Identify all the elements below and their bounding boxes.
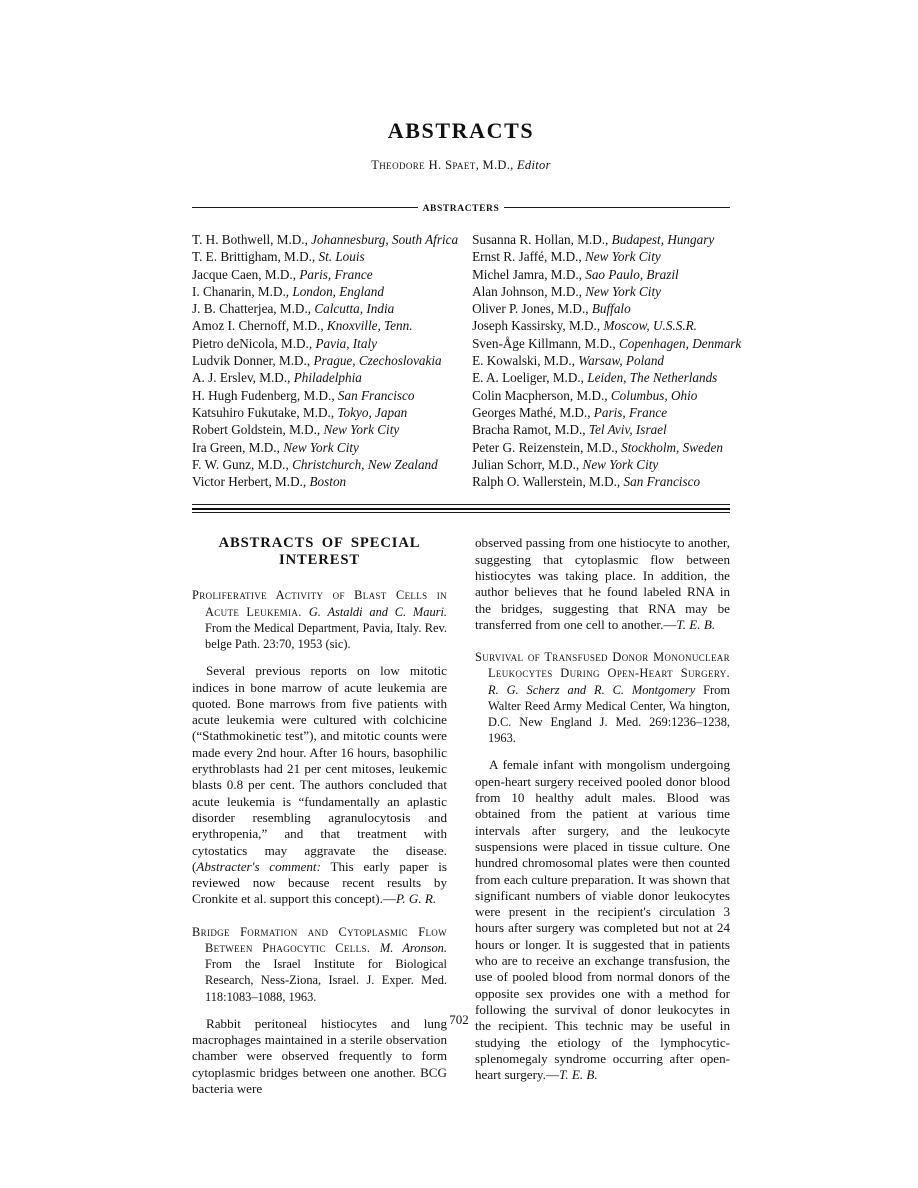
abstracter-entry [472, 266, 741, 283]
abstracter-name: F. W. Gunz, M.D., [192, 456, 293, 472]
abstracter-name: Sven-Åge Killmann, M.D., [472, 335, 619, 351]
abstracter-location: Tokyo, Japan [337, 404, 408, 420]
page-title: ABSTRACTS [387, 118, 535, 143]
abstracter-name: T. H. Bothwell, M.D., [192, 232, 312, 247]
abstracter-entry [192, 231, 458, 248]
abstracter-entry [472, 456, 741, 473]
abstracter-location: Christchurch, New Zealand [292, 456, 438, 472]
abstracter-entry [192, 473, 458, 490]
abstract-1-body-part2: This early paper is reviewed now because recent results by Cronkite et al. support this concept).— [192, 858, 447, 907]
abstracter-name: Bracha Ramot, M.D., [472, 422, 589, 438]
abstract-1-authors: G. Astaldi and C. Mauri. [308, 604, 448, 619]
abstracter-name: Robert Goldstein, M.D., [192, 422, 324, 438]
abstracter-entry [192, 317, 458, 334]
abstract-2-authors: M. Aronson. [379, 940, 447, 955]
divider-rule-top [192, 504, 730, 505]
abstracter-entry [192, 283, 458, 300]
divider-rule-middle [192, 508, 730, 510]
abstract-1-comment-label: Abstracter's comment: [196, 858, 321, 874]
abstracter-entry [192, 300, 458, 317]
abstracter-entry [192, 369, 458, 386]
abstract-3-signature: T. E. B. [559, 1067, 598, 1083]
abstracter-entry [192, 352, 458, 369]
abstracter-location: Johannesburg, South Africa [311, 232, 459, 247]
abstracter-entry [472, 387, 741, 404]
abstracter-entry [192, 266, 458, 283]
abstract-title-1 [192, 587, 447, 652]
abstracters-column-left [192, 231, 458, 490]
abstracter-location: Copenhagen, Denmark [618, 335, 742, 351]
abstracter-location: Tel Aviv, Israel [588, 422, 667, 438]
abstracter-location: Columbus, Ohio [610, 387, 698, 403]
abstracter-location: Paris, France [299, 266, 373, 282]
abstracter-location: Leiden, The Netherlands [587, 370, 718, 386]
abstracter-location: Budapest, Hungary [611, 232, 715, 247]
abstracter-location: St. Louis [318, 249, 365, 265]
abstract-3-title-text: Survival of Transfused Donor Mononuclear Leukocytes During Open-Heart Surgery. [475, 650, 730, 681]
abstracter-location: New York City [283, 439, 359, 455]
editor-line [192, 158, 730, 173]
abstracter-entry [192, 421, 458, 438]
abstract-spacer [475, 633, 730, 649]
abstract-2-source: From the Israel Institute for Biological Research, Ness-Ziona, Israel. J. Exper. Med. 118:1083–1088, 1963. [205, 957, 447, 1004]
abstract-1-body [192, 663, 447, 907]
abstracter-entry [472, 369, 741, 386]
abstracter-location: Paris, France [593, 404, 668, 420]
abstracter-location: Calcutta, India [314, 301, 395, 317]
abstract-3-authors: R. G. Scherz and R. C. Montgomery [488, 682, 704, 697]
abstracter-entry [192, 456, 458, 473]
abstracter-location: Pavia, Italy [315, 335, 377, 351]
abstracter-entry [472, 300, 741, 317]
abstracter-name: Colin Macpherson, M.D., [472, 387, 611, 403]
abstracter-name: T. E. Brittigham, M.D., [192, 249, 319, 265]
page-content [192, 118, 742, 1097]
abstracter-name: J. B. Chatterjea, M.D., [192, 301, 315, 317]
abstracter-location: Moscow, U.S.S.R. [603, 318, 697, 334]
abstract-1-body-part1: Several previous reports on low mitotic indices in bone marrow of acute leukemia are quoted. Bone marrows from five patients with acute leukemia were cultured with colchicine (“Stathmokinetic test”), and mitotic counts were made every 2nd hour. After 16 hours, basophilic erythroblasts had 21 per cent mitoses, leukemic blasts 0.8 per cent. The authors concluded that acute leukemia is “fundamentally an aplastic disorder resembling agranulocytosis and erythropenia,” and that treatment with cytostatics may aggravate the disease. ( [192, 663, 447, 874]
abstracter-location: New York City [323, 422, 400, 438]
abstracter-entry [192, 335, 458, 352]
abstracter-name: E. Kowalski, M.D., [472, 353, 579, 369]
abstracter-entry [472, 335, 741, 352]
abstracters-caption: ABSTRACTERS [418, 204, 505, 214]
abstracter-location: San Francisco [623, 474, 701, 490]
abstracter-name: Katsuhiro Fukutake, M.D., [192, 404, 338, 420]
abstracter-name: Julian Schorr, M.D., [472, 456, 583, 472]
abstracter-name: Joseph Kassirsky, M.D., [472, 318, 604, 334]
abstracter-name: Ludvik Donner, M.D., [192, 353, 314, 369]
abstract-1-title-text: Proliferative Activity of Blast Cells in Acute Leukemia. [192, 588, 447, 619]
abstracter-location: Warsaw, Poland [578, 353, 665, 369]
abstracter-entry [472, 283, 741, 300]
abstracter-location: San Francisco [337, 387, 415, 403]
abstract-2-body-continued [475, 535, 730, 633]
abstracters-column-right [472, 231, 741, 490]
abstract-1-signature: P. G. R. [396, 891, 437, 907]
editor-name: Theodore H. Spaet [371, 158, 476, 172]
abstracter-entry [472, 352, 741, 369]
abstracter-name: Alan Johnson, M.D., [472, 283, 586, 299]
abstracter-entry [472, 473, 741, 490]
divider-rule-bottom [192, 512, 730, 513]
abstract-2-body-part2: observed passing from one histiocyte to another, suggesting that cytoplasmic flow between histiocytes was taking place. In addition, the author believes that he found labeled RNA in the bridges, suggesting that RNA may be transferred from one cell to another.— [475, 535, 730, 632]
editor-credential: , M.D., [475, 158, 517, 172]
section-heading: ABSTRACTS OF SPECIAL INTEREST [218, 535, 421, 569]
abstracter-location: Stockholm, Sweden [621, 439, 723, 455]
abstract-title-2 [192, 924, 447, 1005]
abstracter-entry [192, 404, 458, 421]
abstracter-location: London, England [292, 283, 384, 299]
abstract-3-body-text: A female infant with mongolism undergoing open-heart surgery received pooled donor blood from 10 healthy adult males. Blood was obtained from the patient at various time intervals after surgery, and the leukocyte suspensions were placed in tissue culture. One hundred chromosomal plates were then counted from each culture preparation. It was shown that significant numbers of viable donor leukocytes were present in the recipient's circulation 3 hours after surgery was completed but not at 24 hours or longer. It is suggested that in patients who are to receive an exchange transfusion, the use of pooled blood from normal donors of the opposite sex provides one with a method for following the survival of donor leukocytes in the recipient. This technic may be useful in studying the etiology of the lymphocytic-splenomegaly syndrome occurring after open-heart surgery.— [475, 757, 730, 1083]
abstracter-location: New York City [582, 456, 659, 472]
abstract-1-source: From the Medical Department, Pavia, Italy. Rev. belge Path. 23:70, 1953 (sic). [205, 620, 447, 652]
abstract-2-body-start: Rabbit peritoneal histiocytes and lung macrophages maintained in a sterile observation chamber were observed frequently to form cytoplasmic bridges between one another. BCG bacteria were [192, 1015, 447, 1096]
abstracter-name: Victor Herbert, M.D., [192, 474, 310, 490]
abstracter-name: H. Hugh Fudenberg, M.D., [192, 387, 338, 403]
abstracter-name: A. J. Erslev, M.D., [192, 370, 294, 386]
abstracter-location: New York City [585, 283, 661, 299]
abstracter-location: New York City [585, 249, 661, 265]
abstracter-location: Boston [309, 474, 347, 490]
editor-role: Editor [517, 158, 551, 172]
abstracters-caption-holder [192, 199, 730, 217]
abstracter-entry [472, 421, 741, 438]
abstracter-entry [472, 248, 741, 265]
abstracter-name: Pietro deNicola, M.D., [192, 335, 316, 351]
abstracter-name: Oliver P. Jones, M.D., [472, 301, 592, 317]
abstracter-name: E. A. Loeliger, M.D., [472, 370, 588, 386]
abstracter-name: Michel Jamra, M.D., [472, 266, 586, 282]
abstracter-entry [472, 231, 741, 248]
abstracter-name: Georges Mathé, M.D., [472, 404, 594, 420]
abstracter-location: Knoxville, Tenn. [326, 318, 413, 334]
abstracter-location: Philadelphia [293, 370, 362, 386]
abstracter-name: Susanna R. Hollan, M.D., [472, 232, 612, 247]
abstract-spacer [192, 908, 447, 924]
abstracters-divider [192, 199, 730, 215]
abstract-title-3 [475, 649, 730, 746]
abstract-3-source: From Walter Reed Army Medical Center, Wa hington, D.C. New England J. Med. 269:1236–1238, 1963. [488, 682, 730, 746]
abstracter-name: Jacque Caen, M.D., [192, 266, 300, 282]
abstract-2-signature: T. E. B. [676, 616, 716, 632]
abstracter-entry [472, 317, 741, 334]
abstracter-name: Ralph O. Wallerstein, M.D., [472, 474, 624, 490]
abstracter-entry [472, 404, 741, 421]
abstracter-entry [472, 439, 741, 456]
abstracter-name: Ernst R. Jaffé, M.D., [472, 249, 585, 265]
abstract-2-title-text: Bridge Formation and Cytoplasmic Flow Between Phagocytic Cells. [192, 924, 447, 955]
abstracter-location: Buffalo [591, 301, 631, 317]
abstracter-entry [192, 387, 458, 404]
abstracter-entry [192, 439, 458, 456]
section-divider [192, 504, 730, 513]
page-number: 702 [449, 1012, 469, 1027]
abstracters-list [192, 231, 742, 490]
abstracter-name: Ira Green, M.D., [192, 439, 284, 455]
abstracter-location: Prague, Czechoslovakia [313, 353, 442, 369]
abstracter-entry [192, 248, 458, 265]
abstracter-name: Peter G. Reizenstein, M.D., [472, 439, 622, 455]
abstracter-location: Sao Paulo, Brazil [585, 266, 679, 282]
abstracter-name: Amoz I. Chernoff, M.D., [192, 318, 327, 334]
abstract-3-body [475, 757, 730, 1083]
abstracter-name: I. Chanarin, M.D., [192, 283, 293, 299]
